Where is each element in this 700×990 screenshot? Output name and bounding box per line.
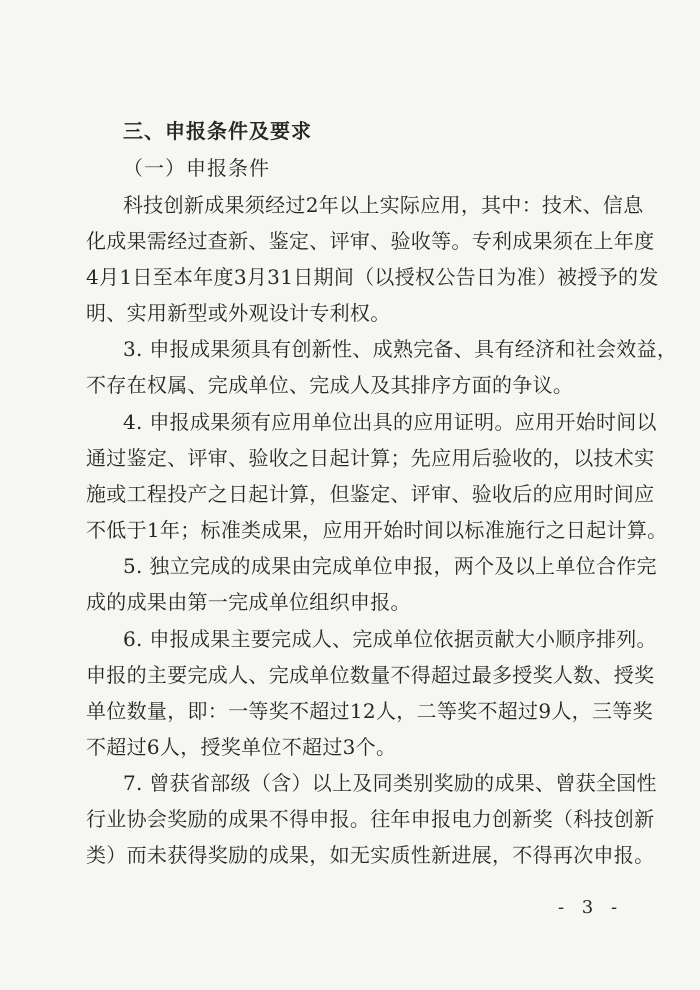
paragraph-line: 不存在权属、完成单位、完成人及其排序方面的争议。 (86, 373, 574, 397)
paragraph-line: 申报的主要完成人、完成单位数量不得超过最多授奖人数、授奖 (86, 663, 655, 687)
paragraph-line: 化成果需经过查新、鉴定、评审、验收等。专利成果须在上年度 (86, 229, 655, 253)
paragraph-line: 5. 独立完成的成果由完成单位申报，两个及以上单位合作完 (123, 554, 657, 578)
paragraph-line: 行业协会奖励的成果不得申报。往年申报电力创新奖（科技创新 (86, 807, 655, 831)
paragraph-line: 不超过6人，授奖单位不超过3个。 (86, 735, 397, 759)
paragraph-line: 施或工程投产之日起计算，但鉴定、评审、验收后的应用时间应 (86, 482, 655, 506)
paragraph-line: 4. 申报成果须有应用单位出具的应用证明。应用开始时间以 (123, 410, 657, 434)
paragraph-line: 类）而未获得奖励的成果，如无实质性新进展，不得再次申报。 (86, 843, 655, 867)
subsection-heading: （一）申报条件 (123, 156, 270, 180)
section-heading: 三、申报条件及要求 (123, 119, 312, 143)
paragraph-line: 成的成果由第一完成单位组织申报。 (86, 590, 411, 614)
paragraph-line: 7. 曾获省部级（含）以上及同类别奖励的成果、曾获全国性 (123, 771, 657, 795)
paragraph-line: 单位数量，即：一等奖不超过12人，二等奖不超过9人，三等奖 (86, 699, 653, 723)
paragraph-line: 科技创新成果须经过2年以上实际应用，其中：技术、信息 (123, 193, 644, 217)
paragraph-line: 3. 申报成果须具有创新性、成熟完备、具有经济和社会效益， (123, 337, 678, 361)
paragraph-line: 6. 申报成果主要完成人、完成单位依据贡献大小顺序排列。 (123, 627, 657, 651)
page-number: - 3 - (558, 897, 624, 918)
paragraph-line: 通过鉴定、评审、验收之日起计算；先应用后验收的，以技术实 (86, 446, 655, 470)
paragraph-line: 不低于1年；标准类成果，应用开始时间以标准施行之日起计算。 (86, 518, 668, 542)
paragraph-line: 4月1日至本年度3月31日期间（以授权公告日为准）被授予的发 (86, 265, 659, 289)
paragraph-line: 明、实用新型或外观设计专利权。 (86, 301, 391, 325)
